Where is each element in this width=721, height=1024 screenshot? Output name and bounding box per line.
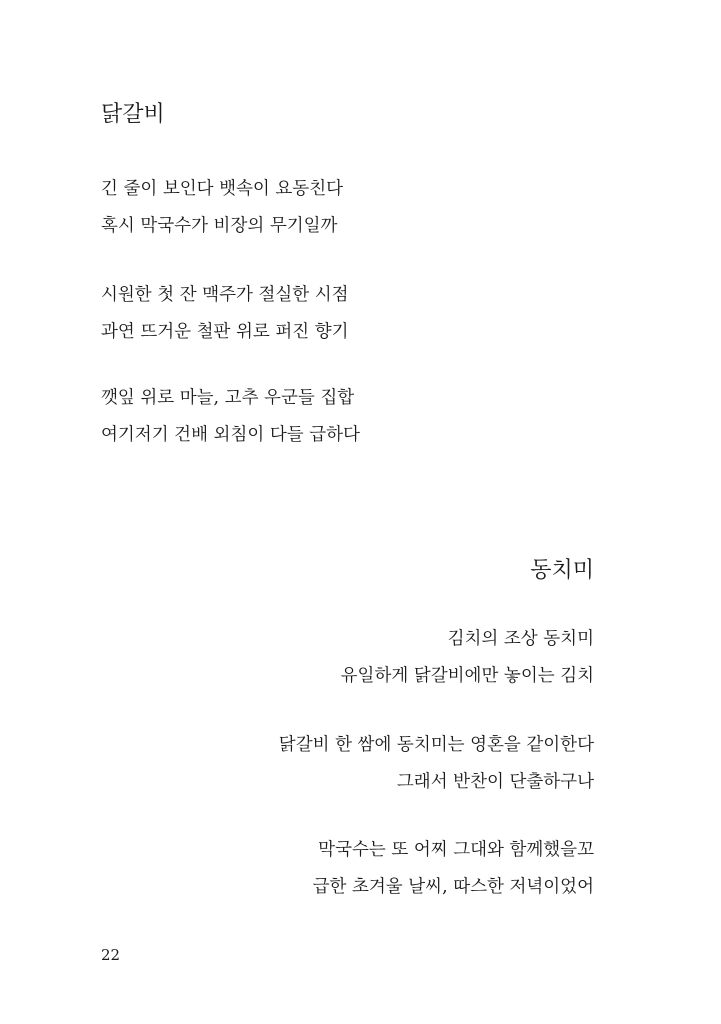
poem-line: 유일하게 닭갈비에만 놓이는 김치 [340,666,594,686]
poem1-stanza-1 [101,171,343,245]
poem-line: 막국수는 또 어찌 그대와 함께했을꼬 [318,840,594,860]
poem-line: 깻잎 위로 마늘, 고추 우군들 집합 [101,388,355,408]
poem-line: 혹시 막국수가 비장의 무기일까 [101,216,338,236]
poem1-stanza-2 [101,277,349,351]
poem-line: 과연 뜨거운 철판 위로 퍼진 향기 [101,322,349,342]
poem-line: 시원한 첫 잔 맥주가 절실한 시점 [101,285,349,305]
poem-line: 급한 초겨울 날씨, 따스한 저녁이었어 [312,877,594,897]
poem2-stanza-2 [279,727,594,801]
poem-line: 여기저기 건배 외침이 다들 급하다 [101,425,360,445]
poem1-stanza-3 [101,380,360,454]
poem-line: 김치의 조상 동치미 [447,629,594,649]
poem-line: 닭갈비 한 쌈에 동치미는 영혼을 같이한다 [278,735,594,755]
poem2-stanza-1 [341,621,594,695]
poem-line: 긴 줄이 보인다 뱃속이 요동친다 [101,179,344,199]
poem-line: 그래서 반찬이 단출하구나 [396,772,594,792]
poem2-stanza-3 [313,832,594,906]
poem-title-dongchimi: 동치미 [530,558,594,583]
page-number: 22 [101,946,121,964]
poem-title-dakgalbi: 닭갈비 [101,102,165,127]
